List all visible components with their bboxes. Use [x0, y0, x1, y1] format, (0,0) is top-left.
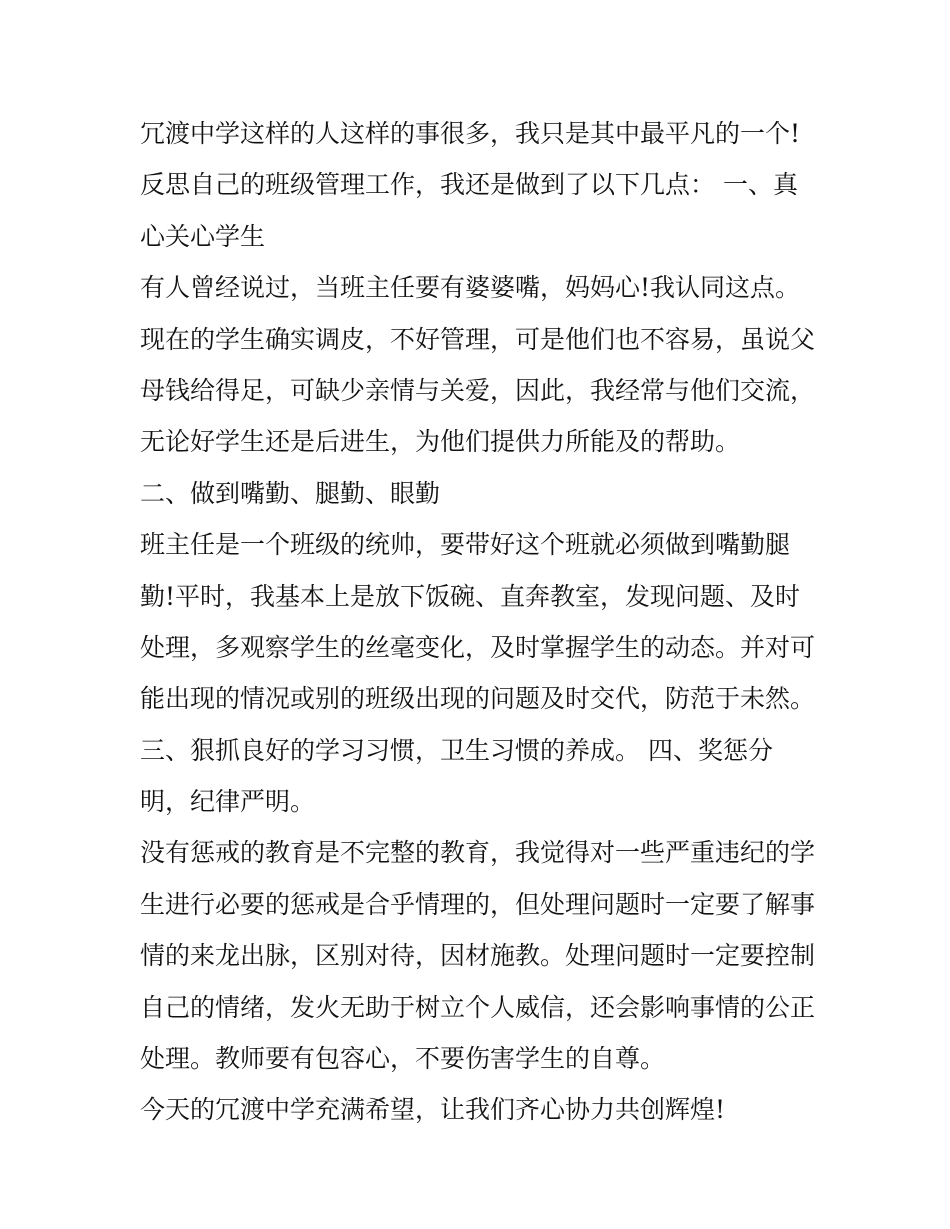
text-line-8: 二、做到嘴勤、腿勤、眼勤 — [140, 478, 441, 508]
text-line-17: 情的来龙出脉，区别对待，因材施教。处理问题时一定要控制 — [140, 941, 816, 971]
text-line-3: 心关心学生 — [140, 221, 266, 251]
text-line-11: 处理，多观察学生的丝毫变化，及时掌握学生的动态。并对可 — [140, 632, 816, 662]
text-line-5: 现在的学生确实调皮，不好管理，可是他们也不容易，虽说父 — [140, 324, 816, 354]
text-line-13: 三、狠抓良好的学习习惯，卫生习惯的养成。 四、奖惩分 — [140, 735, 773, 765]
text-line-19: 处理。教师要有包容心，不要伤害学生的自尊。 — [140, 1044, 666, 1074]
text-line-2: 反思自己的班级管理工作，我还是做到了以下几点： 一、真 — [140, 170, 798, 200]
text-line-10: 勤!平时，我基本上是放下饭碗、直奔教室，发现问题、及时 — [140, 581, 801, 611]
text-line-12: 能出现的情况或别的班级出现的问题及时交代，防范于未然。 — [140, 684, 816, 714]
text-line-14: 明，纪律严明。 — [140, 787, 316, 817]
text-line-7: 无论好学生还是后进生，为他们提供力所能及的帮助。 — [140, 427, 741, 457]
text-line-1: 冗渡中学这样的人这样的事很多，我只是其中最平凡的一个! — [140, 119, 801, 148]
text-line-18: 自己的情绪，发火无助于树立个人威信，还会影响事情的公正 — [140, 992, 816, 1022]
text-line-20: 今天的冗渡中学充满希望，让我们齐心协力共创辉煌! — [140, 1095, 726, 1125]
text-line-6: 母钱给得足，可缺少亲情与关爱，因此，我经常与他们交流， — [140, 375, 816, 405]
document-body — [140, 108, 830, 1136]
text-line-16: 生进行必要的惩戒是合乎情理的，但处理问题时一定要了解事 — [140, 889, 816, 919]
text-line-15: 没有惩戒的教育是不完整的教育，我觉得对一些严重违纪的学 — [140, 838, 816, 868]
text-line-4: 有人曾经说过，当班主任要有婆婆嘴，妈妈心!我认同这点。 — [140, 273, 801, 303]
text-line-9: 班主任是一个班级的统帅，要带好这个班就必须做到嘴勤腿 — [140, 530, 791, 560]
